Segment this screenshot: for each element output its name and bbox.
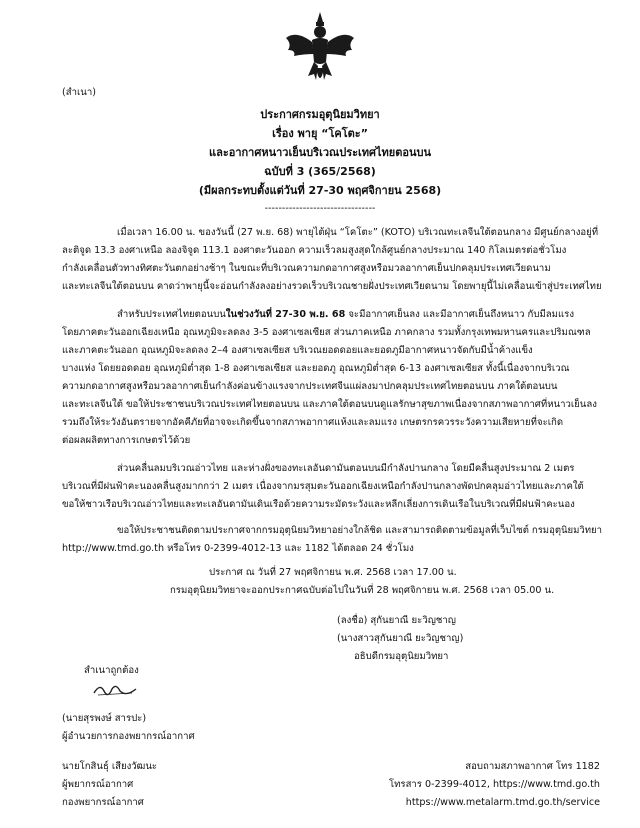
paragraph-line: และภาคตะวันออก อุณหภูมิจะลดลง 2–4 องศาเซลเซียส บริเวณยอดดอยและยอดภูมีอากาศหนาวจัดกับมีน้ำค้างแข็ง — [62, 345, 533, 356]
certified-label: สำเนาถูกต้อง — [84, 665, 139, 676]
handwritten-signature — [92, 681, 138, 701]
paragraph-line — [117, 308, 574, 322]
paragraph-line: ขอให้ประชาชนติดตามประกาศจากกรมอุตุนิยมวิทยาอย่างใกล้ชิด และสามารถติดตามข้อมูลที่เว็บไซต์ กรมอุตุนิยมวิทยา — [117, 525, 602, 536]
contact-phone: สอบถามสภาพอากาศ โทร 1182 — [465, 761, 600, 772]
forecaster-name: นายโกสินธุ์ เสียงวัฒนะ — [62, 761, 158, 772]
paragraph-line: ขอให้ชาวเรือบริเวณอ่าวไทยและทะเลอันดามันเดินเรือด้วยความระมัดระวังและหลีกเลี่ยงการเดินเรือในบริเวณที่มีฝนฟ้าคะนอง — [62, 499, 575, 510]
issue-number: ฉบับที่ 3 (365/2568) — [264, 165, 376, 178]
garuda-emblem-icon — [284, 10, 356, 90]
forecaster-division: กองพยากรณ์อากาศ — [62, 797, 144, 808]
signer-position: อธิบดีกรมอุตุนิยมวิทยา — [354, 651, 449, 662]
paragraph-line: เมื่อเวลา 16.00 น. ของวันนี้ (27 พ.ย. 68) พายุไต้ฝุ่น “โคโตะ” (KOTO) บริเวณทะเลจีนใต้ตอนกลาง มีศูนย์กลางอยู่ที่ — [117, 227, 599, 238]
paragraph-line: ต่อผลผลิตทางการเกษตรไว้ด้วย — [62, 435, 191, 446]
next-issue-note: กรมอุตุนิยมวิทยาจะออกประกาศฉบับต่อไปในวันที่ 28 พฤศจิกายน พ.ศ. 2568 เวลา 05.00 น. — [170, 585, 555, 596]
signed-by: (ลงชื่อ) สุกันยาณี ยะวิญชาญ — [337, 615, 456, 626]
copy-label: (สำเนา) — [62, 87, 96, 98]
header-divider: -------------------------------- — [264, 203, 376, 214]
certifier-position: ผู้อำนวยการกองพยากรณ์อากาศ — [62, 731, 195, 742]
announcement-date: ประกาศ ณ วันที่ 27 พฤศจิกายน พ.ศ. 2568 เวลา 17.00 น. — [209, 567, 457, 578]
paragraph-line: ส่วนคลื่นลมบริเวณอ่าวไทย และห่างฝั่งของทะเลอันดามันตอนบนมีกำลังปานกลาง โดยมีคลื่นสูงประมาณ 2 เมตร — [117, 463, 575, 474]
paragraph-line: กำลังเคลื่อนตัวทางทิศตะวันตกอย่างช้าๆ ในขณะที่บริเวณความกดอากาศสูงหรือมวลอากาศเย็นปกคลุมประเทศเวียดนาม — [62, 263, 551, 274]
paragraph-line: และทะเลจีนใต้ตอนบน คาดว่าพายุนี้จะอ่อนกำลังลงอย่างรวดเร็วบริเวณชายฝั่งประเทศเวียดนาม โดยพายุนี้ไม่เคลื่อนเข้าสู่ประเทศไทย — [62, 281, 602, 292]
paragraph-line: http://www.tmd.go.th หรือโทร 0-2399-4012-13 และ 1182 ได้ตลอด 24 ชั่วโมง — [62, 543, 414, 554]
document-title: ประกาศกรมอุตุนิยมวิทยา — [260, 108, 380, 121]
paragraph-lead: สำหรับประเทศไทยตอนบน — [117, 309, 226, 320]
forecaster-role: ผู้พยากรณ์อากาศ — [62, 779, 134, 790]
paragraph-line: ความกดอากาศสูงหรือมวลอากาศเย็นกำลังค่อนข้างแรงจากประเทศจีนแผ่ลงมาปกคลุมประเทศไทยตอนบน ภาคใต้ตอนบน — [62, 381, 558, 392]
document-subject-line2: และอากาศหนาวเย็นบริเวณประเทศไทยตอนบน — [208, 146, 431, 159]
paragraph-line: ละติจูด 13.3 องศาเหนือ ลองจิจูด 113.1 องศาตะวันออก ความเร็วลมสูงสุดใกล้ศูนย์กลางประมาณ 140 กิโลเมตรต่อชั่วโมง — [62, 245, 567, 256]
paragraph-line: บางแห่ง โดยยอดดอย อุณหภูมิต่ำสุด 1-8 องศาเซลเซียส และยอดภู อุณหภูมิต่ำสุด 6-13 องศาเซลเซียส ทั้งนี้เนื่องจากบริเวณ — [62, 363, 570, 374]
paragraph-line: โดยภาคตะวันออกเฉียงเหนือ อุณหภูมิจะลดลง 3-5 องศาเซลเซียส ส่วนภาคเหนือ ภาคกลาง รวมทั้งกรุงเทพมหานครและปริมณฑล — [62, 327, 591, 338]
paragraph-line: รวมถึงให้ระวังอันตรายจากอัคคีภัยที่อาจจะเกิดขึ้นจากสภาพอากาศแห้งและลมแรง เกษตรกรควรระวังความเสียหายที่จะเกิด — [62, 417, 564, 428]
paragraph-lead-rest: จะมีอากาศเย็นลง และมีอากาศเย็นถึงหนาว กับมีลมแรง — [345, 309, 574, 320]
effective-period: (มีผลกระทบตั้งแต่วันที่ 27-30 พฤศจิกายน 2568) — [198, 184, 442, 197]
contact-fax-website: โทรสาร 0-2399-4012, https://www.tmd.go.th — [388, 779, 600, 790]
paragraph-line: และทะเลจีนใต้ ขอให้ประชาชนบริเวณประเทศไทยตอนบน และภาคใต้ตอนบนดูแลรักษาสุขภาพเนื่องจากสภาพอากาศที่หนาวเย็นลง — [62, 399, 597, 410]
document-subject: เรื่อง พายุ “โคโตะ” — [272, 127, 368, 140]
signer-name: (นางสาวสุกันยาณี ยะวิญชาญ) — [337, 633, 464, 644]
paragraph-line: บริเวณที่มีฝนฟ้าคะนองคลื่นสูงมากกว่า 2 เมตร เนื่องจากมรสุมตะวันออกเฉียงเหนือกำลังปานกลางพัดปกคลุมอ่าวไทยและภาคใต้ — [62, 481, 584, 492]
certifier-name: (นายสุรพงษ์ สารปะ) — [62, 713, 147, 724]
contact-metalarm-link: https://www.metalarm.tmd.go.th/service — [405, 797, 600, 808]
paragraph-lead-bold: ในช่วงวันที่ 27-30 พ.ย. 68 — [225, 309, 346, 320]
